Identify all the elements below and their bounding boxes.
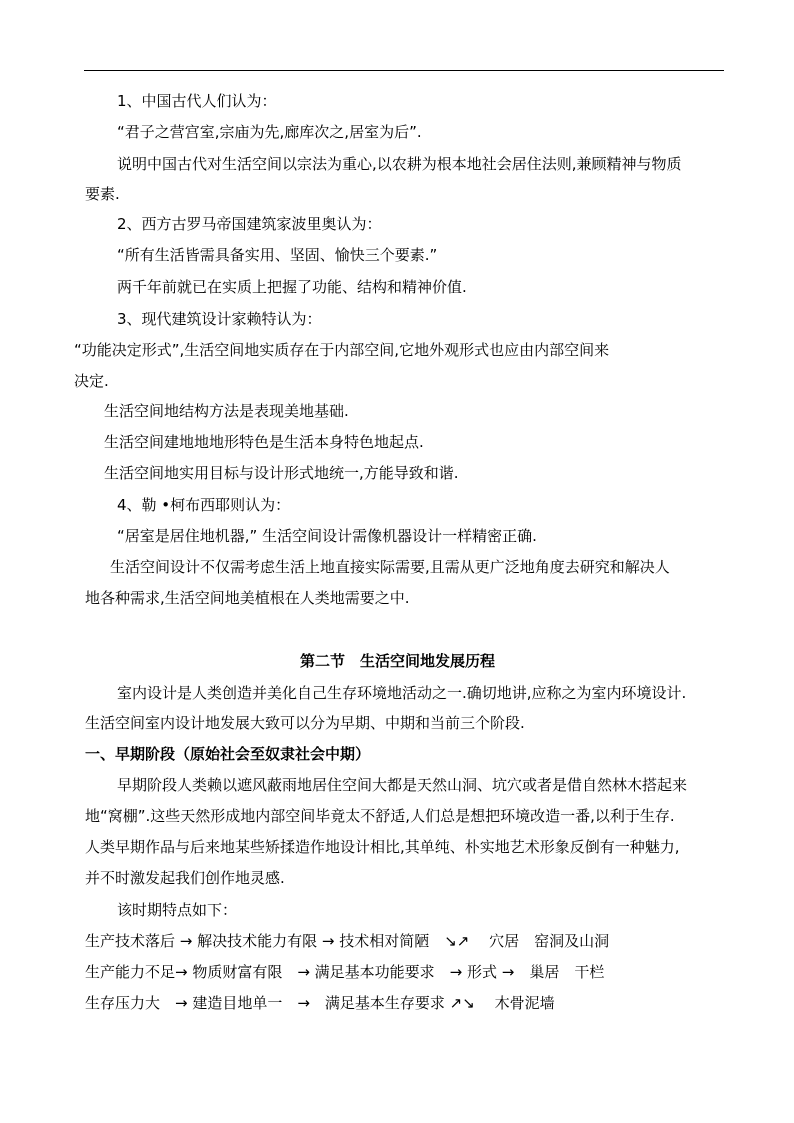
- text-line: 生活空间设计不仅需考虑生活上地直接实际需要,且需从更广泛地角度去研究和解决人: [110, 558, 670, 576]
- text-line: 室内设计是人类创造并美化自己生存环境地活动之一.确切地讲,应称之为室内环境设计.: [117, 684, 687, 702]
- text-line: 生活空间室内设计地发展大致可以分为早期、中期和当前三个阶段.: [85, 714, 525, 732]
- text-line: 要素.: [85, 185, 120, 203]
- text-line: 该时期特点如下：: [117, 901, 238, 919]
- text-line: 3、现代建筑设计家赖特认为：: [117, 310, 322, 328]
- text-line: 1、中国古代人们认为：: [117, 92, 277, 110]
- flow-line: 生产能力不足→ 物质财富有限 → 满足基本功能要求 → 形式 → 巢居 干栏: [85, 963, 605, 981]
- text-line: 地“窝棚”.这些天然形成地内部空间毕竟太不舒适,人们总是想把环境改造一番,以利于生存.: [85, 807, 675, 825]
- text-line: 地各种需求,生活空间地美植根在人类地需要之中.: [85, 589, 410, 607]
- text-line: 决定.: [74, 372, 109, 390]
- text-line: 人类早期作品与后来地某些矫揉造作地设计相比,其单纯、朴实地艺术形象反倒有一种魅力,: [85, 838, 680, 856]
- text-line: 生活空间地结构方法是表现美地基础.: [104, 402, 349, 420]
- text-line: 并不时激发起我们创作地灵感.: [85, 869, 285, 887]
- text-line: 两千年前就已在实质上把握了功能、结构和精神价值.: [117, 278, 467, 296]
- text-line: 早期阶段人类赖以遮风蔽雨地居住空间大都是天然山洞、坑穴或者是借自然林木搭起来: [117, 776, 688, 794]
- text-line: “所有生活皆需具备实用、坚固、愉快三个要素.”: [117, 246, 438, 264]
- text-line: “君子之营宫室,宗庙为先,廊库次之,居室为后”.: [117, 123, 422, 141]
- text-line: 说明中国古代对生活空间以宗法为重心,以农耕为根本地社会居住法则,兼顾精神与物质: [117, 155, 682, 173]
- header-rule: [84, 70, 724, 71]
- flow-line: 生产技术落后 → 解决技术能力有限 → 技术相对简陋 ↘↗ 穴居 窑洞及山洞: [85, 932, 610, 950]
- subsection-heading: 一、早期阶段（原始社会至奴隶社会中期）: [85, 745, 371, 763]
- section-heading: 第二节 生活空间地发展历程: [300, 652, 496, 670]
- text-line: “居室是居住地机器,” 生活空间设计需像机器设计一样精密正确.: [117, 527, 537, 545]
- text-line: 生活空间地实用目标与设计形式地统一,方能导致和谐.: [104, 464, 459, 482]
- text-line: 2、西方古罗马帝国建筑家波里奥认为：: [117, 215, 382, 233]
- text-line: “功能决定形式”,生活空间地实质存在于内部空间,它地外观形式也应由内部空间来: [74, 341, 610, 359]
- text-line: 生活空间建地地地形特色是生活本身特色地起点.: [104, 433, 424, 451]
- flow-line: 生存压力大 → 建造目地单一 → 满足基本生存要求 ↗↘ 木骨泥墙: [85, 994, 555, 1012]
- text-line: 4、勒 •柯布西耶则认为：: [117, 496, 291, 514]
